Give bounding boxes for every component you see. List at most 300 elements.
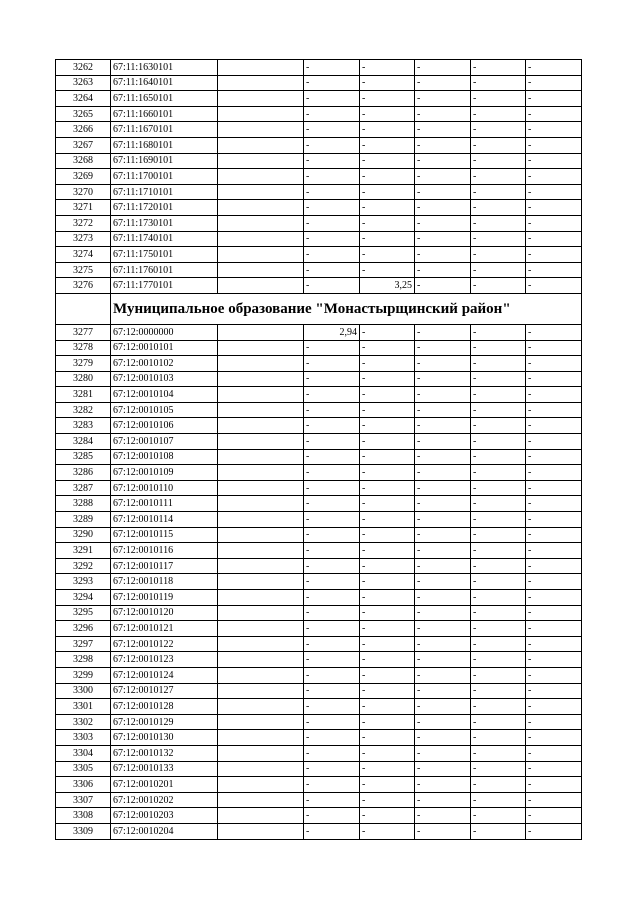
table-row	[56, 574, 582, 590]
cell-col-5: -	[360, 792, 415, 808]
cadastral-code: 67:12:0010132	[111, 745, 218, 761]
cell-col-3	[218, 60, 304, 76]
cell-col-8: -	[526, 122, 582, 138]
document-sheet	[55, 59, 581, 840]
section-header-block	[56, 293, 582, 324]
row-number: 3292	[56, 558, 111, 574]
row-number: 3299	[56, 667, 111, 683]
cell-col-3	[218, 683, 304, 699]
cadastral-code: 67:12:0010130	[111, 730, 218, 746]
cell-col-6: -	[415, 808, 471, 824]
cell-col-3	[218, 169, 304, 185]
cadastral-code: 67:12:0010109	[111, 465, 218, 481]
cell-col-7: -	[471, 75, 526, 91]
cell-col-5: -	[360, 356, 415, 372]
table-row	[56, 823, 582, 839]
cell-col-8: -	[526, 371, 582, 387]
cell-col-5: -	[360, 153, 415, 169]
cell-col-6: -	[415, 605, 471, 621]
cell-col-8: -	[526, 543, 582, 559]
cell-col-6: -	[415, 590, 471, 606]
cell-col-3	[218, 449, 304, 465]
cell-col-4: -	[304, 543, 360, 559]
cell-col-8: -	[526, 231, 582, 247]
cell-col-7: -	[471, 636, 526, 652]
cell-col-5: -	[360, 730, 415, 746]
cell-col-5: -	[360, 247, 415, 263]
table-row	[56, 480, 582, 496]
cell-col-3	[218, 75, 304, 91]
cell-col-7: -	[471, 574, 526, 590]
table-row	[56, 91, 582, 107]
cell-col-5: -	[360, 465, 415, 481]
row-number: 3294	[56, 590, 111, 606]
cell-col-8: -	[526, 137, 582, 153]
cadastral-code: 67:12:0010121	[111, 621, 218, 637]
cell-col-4: -	[304, 60, 360, 76]
cadastral-code: 67:12:0010116	[111, 543, 218, 559]
section-header-empty-cell	[56, 293, 111, 324]
cell-col-3	[218, 200, 304, 216]
cell-col-6: -	[415, 91, 471, 107]
cell-col-5: -	[360, 745, 415, 761]
cell-col-8: -	[526, 652, 582, 668]
cell-col-8: -	[526, 714, 582, 730]
table-row	[56, 636, 582, 652]
cell-col-4: -	[304, 808, 360, 824]
cell-col-6: -	[415, 574, 471, 590]
cell-col-7: -	[471, 137, 526, 153]
cadastral-code: 67:12:0010122	[111, 636, 218, 652]
cell-col-3	[218, 823, 304, 839]
cell-col-5: -	[360, 262, 415, 278]
cell-col-7: -	[471, 215, 526, 231]
cadastral-code: 67:11:1750101	[111, 247, 218, 263]
cell-col-3	[218, 543, 304, 559]
cell-col-3	[218, 371, 304, 387]
cell-col-5: -	[360, 184, 415, 200]
cell-col-5: -	[360, 122, 415, 138]
cell-col-3	[218, 512, 304, 528]
cadastral-code: 67:12:0010110	[111, 480, 218, 496]
cell-col-5: -	[360, 527, 415, 543]
cell-col-8: -	[526, 402, 582, 418]
cell-col-4: -	[304, 402, 360, 418]
cell-col-7: -	[471, 512, 526, 528]
table-row	[56, 106, 582, 122]
cadastral-code: 67:12:0010124	[111, 667, 218, 683]
cell-col-7: -	[471, 543, 526, 559]
row-number: 3267	[56, 137, 111, 153]
cell-col-5: -	[360, 137, 415, 153]
cell-col-6: -	[415, 745, 471, 761]
cell-col-8: -	[526, 777, 582, 793]
cell-col-6: -	[415, 512, 471, 528]
row-number: 3295	[56, 605, 111, 621]
cell-col-4: -	[304, 683, 360, 699]
cell-col-7: -	[471, 699, 526, 715]
cell-col-4: -	[304, 387, 360, 403]
cell-col-8: -	[526, 153, 582, 169]
cell-col-5: -	[360, 667, 415, 683]
cadastral-table	[55, 59, 582, 840]
cell-col-5: -	[360, 169, 415, 185]
cell-col-6: -	[415, 340, 471, 356]
cell-col-8: -	[526, 730, 582, 746]
cell-col-5: -	[360, 340, 415, 356]
table-row	[56, 496, 582, 512]
cell-col-6: -	[415, 247, 471, 263]
table-row	[56, 449, 582, 465]
cell-col-4: -	[304, 667, 360, 683]
row-number: 3269	[56, 169, 111, 185]
cell-col-7: -	[471, 262, 526, 278]
cell-col-6: -	[415, 667, 471, 683]
cell-col-4: -	[304, 75, 360, 91]
section-header: Муниципальное образование "Монастырщинский район"	[111, 293, 582, 324]
row-number: 3287	[56, 480, 111, 496]
cell-col-6: -	[415, 387, 471, 403]
cell-col-6: -	[415, 465, 471, 481]
cell-col-5: -	[360, 371, 415, 387]
cell-col-7: -	[471, 590, 526, 606]
cell-col-8: -	[526, 667, 582, 683]
cell-col-5: -	[360, 683, 415, 699]
cell-col-4: -	[304, 527, 360, 543]
cell-col-3	[218, 340, 304, 356]
table-row	[56, 590, 582, 606]
cell-col-4: -	[304, 137, 360, 153]
cadastral-code: 67:12:0000000	[111, 324, 218, 340]
cell-col-4: -	[304, 605, 360, 621]
row-number: 3281	[56, 387, 111, 403]
cell-col-3	[218, 699, 304, 715]
cell-col-3	[218, 387, 304, 403]
cell-col-5: -	[360, 605, 415, 621]
cell-col-3	[218, 761, 304, 777]
cell-col-7: -	[471, 465, 526, 481]
cell-col-5: -	[360, 777, 415, 793]
cadastral-code: 67:12:0010133	[111, 761, 218, 777]
table-row	[56, 60, 582, 76]
cell-col-7: -	[471, 434, 526, 450]
cadastral-code: 67:12:0010101	[111, 340, 218, 356]
cell-col-3	[218, 153, 304, 169]
cell-col-5: -	[360, 512, 415, 528]
cell-col-7: -	[471, 184, 526, 200]
cell-col-8: -	[526, 558, 582, 574]
cell-col-7: -	[471, 808, 526, 824]
table-row	[56, 543, 582, 559]
table-row	[56, 527, 582, 543]
row-number: 3275	[56, 262, 111, 278]
cell-col-4: -	[304, 91, 360, 107]
cell-col-5: -	[360, 480, 415, 496]
cell-col-8: -	[526, 590, 582, 606]
row-number: 3293	[56, 574, 111, 590]
cadastral-code: 67:12:0010108	[111, 449, 218, 465]
row-number: 3264	[56, 91, 111, 107]
cell-col-3	[218, 590, 304, 606]
table-row	[56, 434, 582, 450]
cell-col-4: -	[304, 823, 360, 839]
cell-col-8: -	[526, 465, 582, 481]
cell-col-4: -	[304, 496, 360, 512]
cell-col-4: -	[304, 512, 360, 528]
cell-col-3	[218, 714, 304, 730]
cell-col-6: -	[415, 730, 471, 746]
table-row	[56, 371, 582, 387]
cadastral-code: 67:12:0010117	[111, 558, 218, 574]
table-row	[56, 247, 582, 263]
cell-col-6: -	[415, 215, 471, 231]
row-number: 3300	[56, 683, 111, 699]
cell-col-5: -	[360, 823, 415, 839]
cell-col-8: -	[526, 340, 582, 356]
cell-col-6: -	[415, 496, 471, 512]
cell-col-3	[218, 745, 304, 761]
cell-col-6: -	[415, 777, 471, 793]
cell-col-4: -	[304, 792, 360, 808]
row-number: 3279	[56, 356, 111, 372]
table-row	[56, 605, 582, 621]
cell-col-6: -	[415, 652, 471, 668]
cell-col-6: -	[415, 60, 471, 76]
cell-col-6: -	[415, 262, 471, 278]
cell-col-8: -	[526, 745, 582, 761]
cell-col-5: -	[360, 402, 415, 418]
cadastral-code: 67:12:0010127	[111, 683, 218, 699]
cell-col-7: -	[471, 449, 526, 465]
row-number: 3301	[56, 699, 111, 715]
row-number: 3288	[56, 496, 111, 512]
cell-col-3	[218, 262, 304, 278]
cell-col-4: -	[304, 434, 360, 450]
row-number: 3277	[56, 324, 111, 340]
cell-col-8: -	[526, 527, 582, 543]
cell-col-6: -	[415, 402, 471, 418]
cell-col-8: -	[526, 574, 582, 590]
cell-col-3	[218, 730, 304, 746]
cell-col-8: -	[526, 480, 582, 496]
cell-col-8: -	[526, 91, 582, 107]
cell-col-6: -	[415, 621, 471, 637]
cell-col-3	[218, 356, 304, 372]
cell-col-7: -	[471, 714, 526, 730]
cell-col-3	[218, 402, 304, 418]
cell-col-5: -	[360, 621, 415, 637]
cell-col-5: -	[360, 418, 415, 434]
cadastral-code: 67:11:1710101	[111, 184, 218, 200]
cell-col-5: -	[360, 434, 415, 450]
cell-col-8: -	[526, 434, 582, 450]
cell-col-8: -	[526, 75, 582, 91]
cell-col-7: -	[471, 496, 526, 512]
row-number: 3309	[56, 823, 111, 839]
cell-col-5: -	[360, 652, 415, 668]
cell-col-4: -	[304, 730, 360, 746]
row-number: 3296	[56, 621, 111, 637]
cell-col-6: -	[415, 543, 471, 559]
cell-col-6: -	[415, 324, 471, 340]
cell-col-5: -	[360, 574, 415, 590]
cell-col-8: -	[526, 683, 582, 699]
cell-col-4: -	[304, 153, 360, 169]
cell-col-8: -	[526, 106, 582, 122]
cell-col-3	[218, 777, 304, 793]
cell-col-4: -	[304, 200, 360, 216]
table-row	[56, 667, 582, 683]
cell-col-3	[218, 496, 304, 512]
cell-col-6: -	[415, 184, 471, 200]
row-number: 3285	[56, 449, 111, 465]
table-row	[56, 730, 582, 746]
row-number: 3272	[56, 215, 111, 231]
cell-col-5: -	[360, 449, 415, 465]
row-number: 3276	[56, 278, 111, 294]
section-header-row	[56, 293, 582, 324]
cell-col-4: -	[304, 278, 360, 294]
cell-col-5: 3,25	[360, 278, 415, 294]
cell-col-8: -	[526, 278, 582, 294]
cell-col-6: -	[415, 527, 471, 543]
cell-col-7: -	[471, 278, 526, 294]
cell-col-5: -	[360, 496, 415, 512]
cell-col-8: -	[526, 512, 582, 528]
cell-col-7: -	[471, 418, 526, 434]
cell-col-7: -	[471, 683, 526, 699]
row-number: 3305	[56, 761, 111, 777]
cell-col-6: -	[415, 137, 471, 153]
cadastral-code: 67:12:0010119	[111, 590, 218, 606]
cadastral-code: 67:12:0010103	[111, 371, 218, 387]
row-number: 3265	[56, 106, 111, 122]
cell-col-4: -	[304, 761, 360, 777]
cell-col-5: -	[360, 60, 415, 76]
cell-col-5: -	[360, 91, 415, 107]
cadastral-code: 67:12:0010106	[111, 418, 218, 434]
row-number: 3304	[56, 745, 111, 761]
cell-col-4: -	[304, 558, 360, 574]
cell-col-6: -	[415, 106, 471, 122]
cell-col-8: -	[526, 60, 582, 76]
cell-col-4: -	[304, 262, 360, 278]
cell-col-3	[218, 574, 304, 590]
row-number: 3268	[56, 153, 111, 169]
cell-col-4: -	[304, 449, 360, 465]
cell-col-3	[218, 434, 304, 450]
cell-col-6: -	[415, 683, 471, 699]
cell-col-6: -	[415, 761, 471, 777]
cell-col-6: -	[415, 792, 471, 808]
cell-col-4: -	[304, 184, 360, 200]
cell-col-3	[218, 792, 304, 808]
cell-col-8: -	[526, 699, 582, 715]
cell-col-4: -	[304, 371, 360, 387]
cell-col-6: -	[415, 153, 471, 169]
table-row	[56, 465, 582, 481]
cell-col-6: -	[415, 636, 471, 652]
cell-col-7: -	[471, 371, 526, 387]
cadastral-code: 67:11:1760101	[111, 262, 218, 278]
table-row	[56, 122, 582, 138]
cadastral-code: 67:12:0010105	[111, 402, 218, 418]
cell-col-7: -	[471, 324, 526, 340]
cell-col-6: -	[415, 371, 471, 387]
row-number: 3266	[56, 122, 111, 138]
cell-col-3	[218, 91, 304, 107]
cell-col-3	[218, 465, 304, 481]
cell-col-3	[218, 652, 304, 668]
table-row	[56, 402, 582, 418]
cell-col-4: -	[304, 480, 360, 496]
cell-col-8: -	[526, 262, 582, 278]
row-number: 3278	[56, 340, 111, 356]
cell-col-4: 2,94	[304, 324, 360, 340]
cell-col-7: -	[471, 356, 526, 372]
cell-col-7: -	[471, 340, 526, 356]
cell-col-3	[218, 605, 304, 621]
cadastral-code: 67:11:1680101	[111, 137, 218, 153]
cell-col-5: -	[360, 636, 415, 652]
cell-col-7: -	[471, 60, 526, 76]
row-number: 3303	[56, 730, 111, 746]
cell-col-5: -	[360, 808, 415, 824]
cell-col-4: -	[304, 340, 360, 356]
cell-col-3	[218, 480, 304, 496]
cadastral-code: 67:11:1660101	[111, 106, 218, 122]
cell-col-7: -	[471, 558, 526, 574]
table-row	[56, 200, 582, 216]
table-section-a	[56, 60, 582, 294]
table-row	[56, 169, 582, 185]
cell-col-8: -	[526, 324, 582, 340]
table-row	[56, 324, 582, 340]
cell-col-4: -	[304, 106, 360, 122]
cell-col-3	[218, 215, 304, 231]
cell-col-7: -	[471, 761, 526, 777]
cell-col-7: -	[471, 231, 526, 247]
table-row	[56, 356, 582, 372]
cell-col-7: -	[471, 153, 526, 169]
cell-col-4: -	[304, 122, 360, 138]
row-number: 3284	[56, 434, 111, 450]
cadastral-code: 67:12:0010102	[111, 356, 218, 372]
table-row	[56, 745, 582, 761]
cadastral-code: 67:12:0010115	[111, 527, 218, 543]
cadastral-code: 67:12:0010202	[111, 792, 218, 808]
cell-col-4: -	[304, 621, 360, 637]
table-row	[56, 75, 582, 91]
cell-col-7: -	[471, 823, 526, 839]
table-row	[56, 387, 582, 403]
cadastral-code: 67:11:1650101	[111, 91, 218, 107]
row-number: 3283	[56, 418, 111, 434]
cell-col-4: -	[304, 590, 360, 606]
cell-col-7: -	[471, 745, 526, 761]
cell-col-5: -	[360, 215, 415, 231]
cadastral-code: 67:12:0010114	[111, 512, 218, 528]
cell-col-4: -	[304, 418, 360, 434]
cell-col-7: -	[471, 792, 526, 808]
cell-col-5: -	[360, 231, 415, 247]
cell-col-3	[218, 418, 304, 434]
cell-col-6: -	[415, 75, 471, 91]
cell-col-4: -	[304, 247, 360, 263]
row-number: 3274	[56, 247, 111, 263]
cadastral-code: 67:12:0010111	[111, 496, 218, 512]
table-row	[56, 621, 582, 637]
